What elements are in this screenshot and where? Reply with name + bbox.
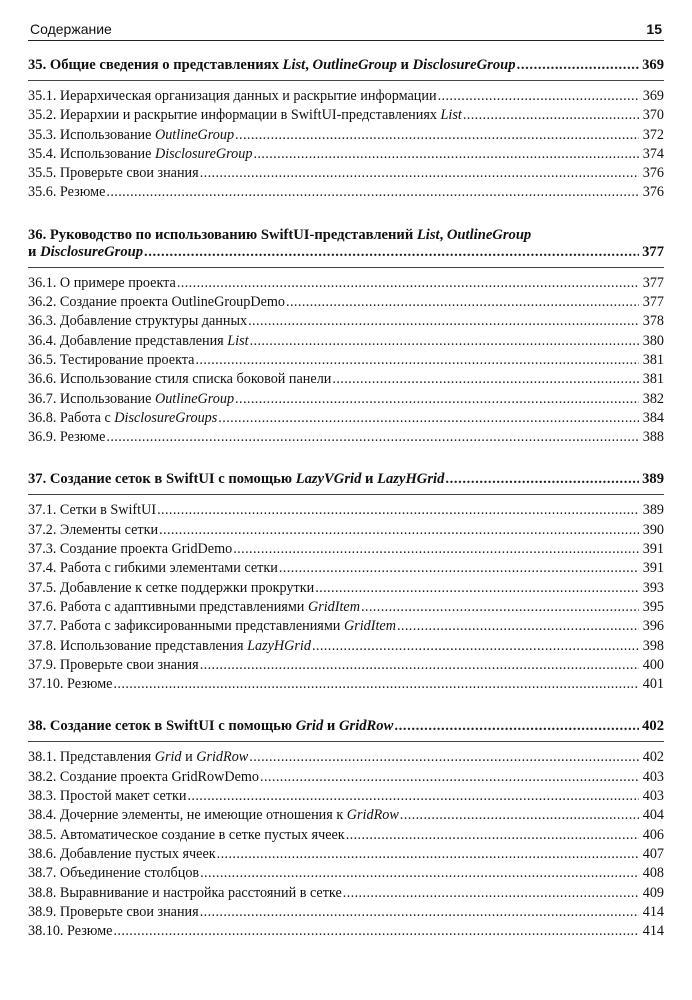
text-fragment: 37. Создание сеток в SwiftUI с помощью [28, 471, 296, 488]
toc-entry-page-number: 403 [642, 768, 664, 785]
toc-entry[interactable] [28, 312, 664, 331]
chapter-title[interactable] [28, 471, 664, 495]
toc-entry-page-number: 396 [642, 618, 664, 635]
toc-entry[interactable] [28, 768, 664, 787]
dot-leader [286, 293, 639, 312]
italic-term: GridItem [307, 598, 360, 615]
toc-entry-label [28, 806, 399, 825]
italic-term: GridRow [346, 807, 399, 824]
text-fragment: 35.3. Использование [28, 126, 155, 143]
text-fragment: 35.1. Иерархическая организация данных и раскрытие информации [28, 88, 437, 104]
chapter-title-first-line [28, 227, 664, 244]
toc-entry-page-number: 407 [642, 845, 664, 862]
chapter-heading-row-label [28, 471, 444, 488]
toc-entry-page-number: 374 [642, 145, 664, 162]
dot-leader [157, 501, 639, 520]
text-fragment: 38.9. Проверьте свои знания [28, 903, 199, 920]
italic-term: GridRow [338, 718, 394, 735]
toc-entry-page-number: 384 [642, 409, 664, 426]
toc-entry-page-number: 414 [642, 923, 664, 940]
dot-leader [187, 787, 639, 806]
toc-entry-label [28, 826, 345, 845]
text-fragment: 35.5. Проверьте свои знания [28, 165, 199, 182]
chapter-heading-row-label [28, 718, 393, 735]
chapter-section [28, 718, 664, 941]
text-fragment: 37.2. Элементы сетки [28, 521, 159, 538]
text-fragment: 36.4. Добавление представления [28, 332, 228, 349]
toc-entry[interactable] [28, 617, 664, 636]
running-header-page-number: 15 [646, 21, 662, 37]
toc-entry-label [28, 501, 156, 520]
text-fragment: 36. Руководство по использованию SwiftUI-представлений [28, 226, 417, 243]
text-fragment: 36.2. Создание проекта OutlineGroupDemo [28, 294, 286, 311]
toc-entry-page-number: 369 [642, 88, 664, 104]
toc-entry-label [28, 884, 342, 903]
toc-entry-label [28, 787, 186, 806]
toc-entry[interactable] [28, 293, 664, 312]
italic-term: List [440, 107, 462, 124]
italic-term: GridItem [343, 618, 396, 635]
toc-entry-page-number: 391 [642, 560, 664, 577]
toc-entry-label [28, 922, 112, 941]
text-fragment: и [181, 749, 197, 766]
toc-entry-label [28, 332, 249, 351]
dot-leader [177, 274, 639, 293]
chapter-heading-row-label [28, 244, 143, 261]
toc-entry[interactable] [28, 274, 664, 293]
toc-entry-page-number: 389 [642, 502, 664, 519]
text-fragment: 37.8. Использование представления [28, 637, 248, 654]
text-fragment: , [305, 57, 313, 73]
chapter-heading-row-page-number: 369 [642, 57, 664, 73]
chapter-heading-row[interactable] [28, 471, 664, 488]
text-fragment: 38.5. Автоматическое создание в сетке пустых ячеек [28, 826, 345, 843]
text-fragment: 37.1. Сетки в SwiftUI [28, 502, 157, 519]
toc-entry-page-number: 376 [642, 184, 664, 201]
toc-entry[interactable] [28, 126, 664, 145]
dot-leader [113, 675, 639, 694]
chapter-section [28, 57, 664, 203]
toc-entry-label [28, 656, 199, 675]
toc-entry[interactable] [28, 87, 664, 106]
toc-entry[interactable] [28, 183, 664, 202]
toc-entry-page-number: 414 [642, 903, 664, 920]
toc-entry[interactable] [28, 390, 664, 409]
toc-entry[interactable] [28, 501, 664, 520]
toc-entry-label [28, 312, 247, 331]
toc-entry[interactable] [28, 884, 664, 903]
dot-leader [394, 718, 639, 735]
text-fragment: , [439, 226, 447, 243]
text-fragment: и [361, 471, 378, 488]
toc-entry-label [28, 598, 360, 617]
text-fragment: и [396, 57, 413, 73]
dot-leader [343, 884, 639, 903]
toc-entry-page-number: 372 [642, 126, 664, 143]
dot-leader [200, 656, 639, 675]
toc-entry-label [28, 106, 462, 125]
toc-entry[interactable] [28, 748, 664, 767]
toc-entry-page-number: 377 [642, 274, 664, 291]
toc-entry-page-number: 378 [642, 313, 664, 330]
toc-entry-label [28, 428, 105, 447]
toc-entry-page-number: 381 [642, 351, 664, 368]
toc-entry[interactable] [28, 787, 664, 806]
dot-leader [233, 540, 639, 559]
text-fragment: 35.2. Иерархии и раскрытие информации в SwiftUI-представлениях [28, 107, 441, 124]
toc-entry-page-number: 398 [642, 637, 664, 654]
toc-entry-label [28, 637, 311, 656]
text-fragment: 36.3. Добавление структуры данных [28, 313, 248, 330]
italic-term: Grid [295, 718, 324, 735]
table-of-contents [28, 57, 664, 941]
dot-leader [235, 126, 639, 145]
italic-term: DisclosureGroup [154, 145, 253, 162]
toc-entry-label [28, 521, 158, 540]
italic-term: List [416, 226, 440, 243]
dot-leader [346, 826, 639, 845]
toc-entry-label [28, 390, 234, 409]
text-fragment: 36.9. Резюме [28, 429, 106, 446]
dot-leader [159, 521, 639, 540]
chapter-heading-row-label [28, 57, 516, 74]
toc-entry-page-number: 400 [642, 656, 664, 673]
text-fragment: 37.7. Работа с зафиксированными представлениями [28, 618, 344, 635]
toc-entry-page-number: 406 [642, 826, 664, 843]
toc-entry-label [28, 164, 199, 183]
text-fragment: 36.8. Работа с [28, 409, 115, 426]
toc-entry-label [28, 126, 234, 145]
toc-entry-label [28, 293, 285, 312]
toc-entry[interactable] [28, 656, 664, 675]
toc-entry-page-number: 402 [642, 749, 664, 766]
dot-leader [463, 106, 639, 125]
dot-leader [218, 409, 639, 428]
dot-leader [260, 768, 639, 787]
toc-entry-page-number: 376 [642, 165, 664, 182]
dot-leader [200, 864, 639, 883]
toc-entry-label [28, 748, 248, 767]
toc-entry[interactable] [28, 521, 664, 540]
italic-term: OutlineGroup [312, 57, 397, 73]
text-fragment: 37.4. Работа с гибкими элементами сетки [28, 560, 278, 577]
toc-entry[interactable] [28, 428, 664, 447]
dot-leader [253, 145, 639, 164]
text-fragment: 36.6. Использование стиля списка боковой панели [28, 371, 332, 388]
chapter-heading-row-page-number: 389 [642, 471, 664, 488]
toc-entry[interactable] [28, 922, 664, 941]
text-fragment: 35.6. Резюме [28, 184, 106, 201]
italic-term: DisclosureGroups [114, 409, 218, 426]
dot-leader [249, 748, 639, 767]
toc-entry-label [28, 559, 278, 578]
text-fragment: 38.3. Простой макет сетки [28, 788, 187, 805]
text-fragment: 37.3. Создание проекта GridDemo [28, 541, 233, 558]
dot-leader [517, 57, 639, 74]
dot-leader [113, 922, 639, 941]
chapter-heading-row[interactable] [28, 718, 664, 735]
text-fragment: 35.4. Использование [28, 145, 155, 162]
dot-leader [250, 332, 639, 351]
text-fragment: 38. Создание сеток в SwiftUI с помощью [28, 718, 296, 735]
toc-entry-page-number: 390 [642, 521, 664, 538]
italic-term: LazyHGrid [377, 471, 445, 488]
italic-term: OutlineGroup [154, 390, 235, 407]
book-page [28, 0, 664, 1000]
text-fragment: 38.4. Дочерние элементы, не имеющие отношения к [28, 807, 347, 824]
text-fragment: 38.7. Объединение столбцов [28, 865, 200, 882]
chapter-section [28, 227, 664, 448]
toc-entry[interactable] [28, 579, 664, 598]
running-header [28, 20, 664, 41]
chapter-section [28, 471, 664, 694]
toc-entry-page-number: 377 [642, 294, 664, 311]
italic-term: DisclosureGroup [412, 57, 516, 73]
text-fragment: 36.5. Тестирование проекта [28, 351, 195, 368]
dot-leader [438, 87, 639, 106]
toc-entry[interactable] [28, 806, 664, 825]
toc-entry-page-number: 382 [642, 390, 664, 407]
toc-entry[interactable] [28, 845, 664, 864]
toc-entry-page-number: 404 [642, 807, 664, 824]
toc-entry-page-number: 408 [642, 865, 664, 882]
text-fragment: 37.9. Проверьте свои знания [28, 656, 199, 673]
dot-leader [361, 598, 639, 617]
dot-leader [106, 183, 639, 202]
toc-entry-label [28, 768, 259, 787]
italic-term: DisclosureGroup [40, 243, 144, 260]
dot-leader [332, 370, 639, 389]
toc-entry-label [28, 370, 331, 389]
toc-entry-label [28, 409, 217, 428]
italic-term: List [282, 57, 306, 73]
toc-entry-label [28, 351, 194, 370]
chapter-title[interactable] [28, 227, 664, 268]
toc-entry[interactable] [28, 540, 664, 559]
chapter-heading-row-page-number: 377 [642, 243, 664, 260]
dot-leader [279, 559, 639, 578]
dot-leader [235, 390, 639, 409]
toc-entry[interactable] [28, 637, 664, 656]
toc-entry-page-number: 391 [642, 541, 664, 558]
toc-entry-label [28, 864, 199, 883]
italic-term: Grid [154, 749, 182, 766]
chapter-title[interactable] [28, 57, 664, 81]
toc-entry-label [28, 183, 105, 202]
text-fragment: 38.8. Выравнивание и настройка расстояний в сетке [28, 884, 342, 901]
text-fragment: 38.6. Добавление пустых ячеек [28, 845, 216, 862]
toc-entry-page-number: 381 [642, 371, 664, 388]
toc-entry[interactable] [28, 675, 664, 694]
dot-leader [248, 312, 639, 331]
text-fragment: и [323, 718, 339, 735]
toc-entry[interactable] [28, 370, 664, 389]
chapter-heading-row[interactable] [28, 244, 664, 261]
toc-entry[interactable] [28, 409, 664, 428]
toc-entry-label [28, 540, 232, 559]
toc-entry[interactable] [28, 559, 664, 578]
text-fragment: 36.7. Использование [28, 390, 155, 407]
dot-leader [106, 428, 639, 447]
toc-entry-page-number: 409 [642, 884, 664, 901]
chapter-heading-row-page-number: 402 [642, 718, 664, 735]
dot-leader [400, 806, 639, 825]
toc-entry-page-number: 380 [642, 332, 664, 349]
toc-entry[interactable] [28, 145, 664, 164]
dot-leader [217, 845, 639, 864]
toc-entry[interactable] [28, 826, 664, 845]
toc-entry-page-number: 395 [642, 598, 664, 615]
toc-entry[interactable] [28, 351, 664, 370]
toc-entry[interactable] [28, 864, 664, 883]
dot-leader [195, 351, 639, 370]
chapter-heading-row[interactable] [28, 57, 664, 74]
italic-term: LazyHGrid [247, 637, 311, 654]
toc-entry-label [28, 903, 199, 922]
toc-entry[interactable] [28, 598, 664, 617]
dot-leader [144, 244, 639, 261]
italic-term: List [227, 332, 249, 349]
toc-entry[interactable] [28, 106, 664, 125]
toc-entry-label [28, 579, 314, 598]
toc-entry-page-number: 370 [642, 107, 664, 124]
toc-entry-page-number: 401 [642, 676, 664, 693]
text-fragment: и [28, 243, 41, 260]
toc-entry[interactable] [28, 332, 664, 351]
dot-leader [445, 471, 639, 488]
dot-leader [315, 579, 639, 598]
dot-leader [312, 637, 639, 656]
dot-leader [200, 903, 639, 922]
text-fragment: 38.10. Резюме [28, 923, 113, 940]
toc-entry[interactable] [28, 164, 664, 183]
italic-term: GridRow [196, 749, 249, 766]
italic-term: OutlineGroup [446, 226, 532, 243]
dot-leader [200, 164, 639, 183]
toc-entry-label [28, 845, 216, 864]
dot-leader [397, 617, 639, 636]
toc-entry-page-number: 403 [642, 788, 664, 805]
text-fragment: 35. Общие сведения о представлениях [28, 57, 283, 73]
toc-entry-label [28, 145, 252, 164]
toc-entry-page-number: 388 [642, 429, 664, 446]
text-fragment: 38.2. Создание проекта GridRowDemo [28, 768, 260, 785]
toc-entry-label [28, 274, 176, 293]
chapter-title[interactable] [28, 718, 664, 742]
text-fragment: 37.6. Работа с адаптивными представлениями [28, 598, 308, 615]
toc-entry-label [28, 617, 396, 636]
toc-entry-page-number: 393 [642, 579, 664, 596]
text-fragment: 36.1. О примере проекта [28, 274, 176, 291]
italic-term: LazyVGrid [295, 471, 362, 488]
text-fragment: 37.10. Резюме [28, 676, 113, 693]
text-fragment: 37.5. Добавление к сетке поддержки прокрутки [28, 579, 315, 596]
toc-entry[interactable] [28, 903, 664, 922]
running-header-title: Содержание [30, 21, 112, 37]
toc-entry-label [28, 675, 112, 694]
text-fragment: 38.1. Представления [28, 749, 155, 766]
italic-term: OutlineGroup [154, 126, 235, 143]
toc-entry-label [28, 87, 437, 106]
